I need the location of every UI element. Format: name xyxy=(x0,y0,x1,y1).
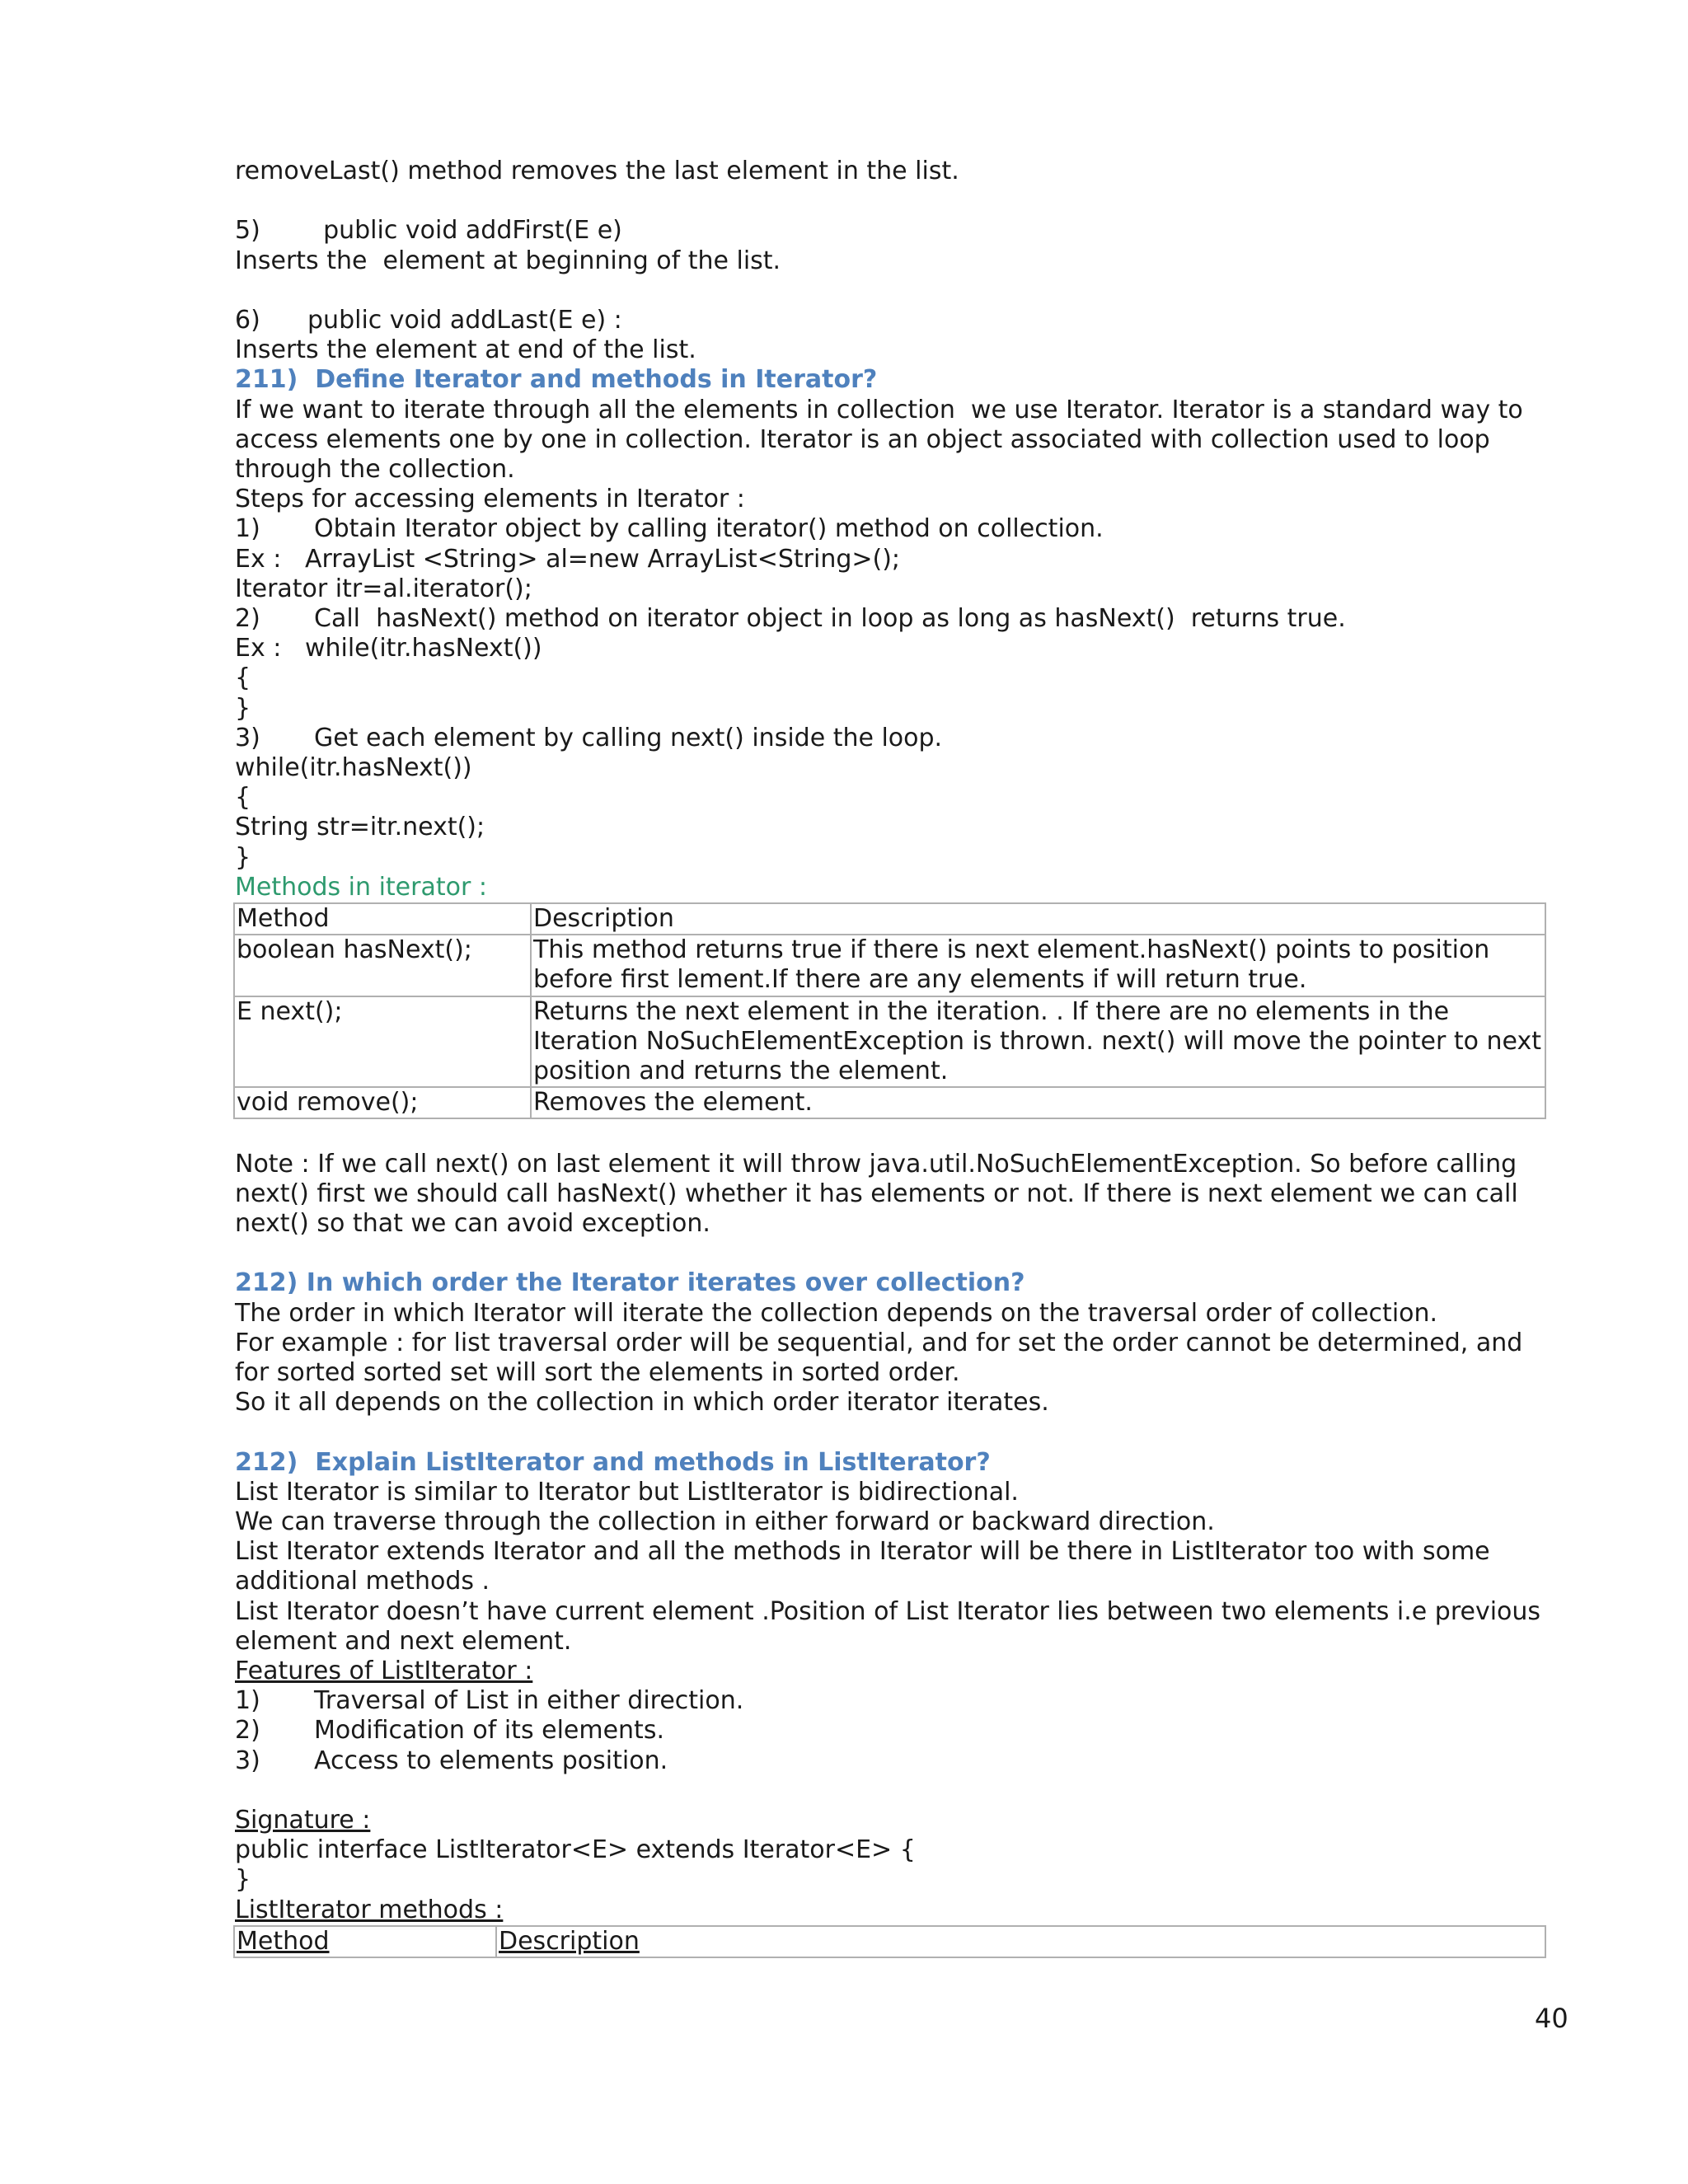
step-text: Obtain Iterator object by calling iterator() method on collection. xyxy=(314,514,1104,544)
features-label: Features of ListIterator : xyxy=(235,1657,533,1686)
table-cell-description: Removes the element. xyxy=(531,1087,1545,1118)
table-cell-method: boolean hasNext(); xyxy=(234,935,531,996)
page-number: 40 xyxy=(1535,2003,1568,2034)
note-line: next() first we should call hasNext() whether it has elements or not. If there is next element we can call xyxy=(235,1179,1518,1208)
code-line: String str=itr.next(); xyxy=(235,813,485,842)
paragraph-line: We can traverse through the collection in either forward or backward direction. xyxy=(235,1507,1215,1537)
note-line: next() so that we can avoid exception. xyxy=(235,1209,710,1239)
text-line: Inserts the element at end of the list. xyxy=(235,335,696,365)
code-line: } xyxy=(235,693,251,723)
question-212-order-heading: 212) In which order the Iterator iterates over collection? xyxy=(235,1268,1025,1298)
blank-line xyxy=(235,1418,1554,1447)
document-page xyxy=(235,157,1554,1958)
paragraph-line: additional methods . xyxy=(235,1567,490,1596)
feature-number: 3) xyxy=(235,1746,260,1775)
table-header-row xyxy=(234,903,1545,935)
table-header-cell: Description xyxy=(531,903,1545,935)
paragraph-line: for sorted sorted set will sort the elements in sorted order. xyxy=(235,1358,960,1388)
feature-text: Traversal of List in either direction. xyxy=(314,1686,744,1716)
question-211-heading: 211) Define Iterator and methods in Iterator? xyxy=(235,365,878,395)
code-line: } xyxy=(235,1865,251,1895)
feature-text: Modification of its elements. xyxy=(314,1716,664,1746)
step-text: Call hasNext() method on iterator object in loop as long as hasNext() returns true. xyxy=(314,604,1346,634)
iterator-methods-table xyxy=(233,902,1546,1119)
blank-line xyxy=(235,276,1554,306)
text-line: 5) public void addFirst(E e) xyxy=(235,216,622,246)
table-cell-description: This method returns true if there is next element.hasNext() points to position before first lement.If there are any elements if will return true. xyxy=(531,935,1545,996)
table-header-row xyxy=(234,1926,1545,1957)
table-header-cell xyxy=(234,1926,496,1957)
code-line: Iterator itr=al.iterator(); xyxy=(235,574,532,603)
feature-number: 2) xyxy=(235,1716,260,1746)
note-line: Note : If we call next() on last element it will throw java.util.NoSuchElementException. So before calling xyxy=(235,1149,1517,1179)
listiterator-methods-label: ListIterator methods : xyxy=(235,1895,504,1924)
paragraph-line: List Iterator is similar to Iterator but ListIterator is bidirectional. xyxy=(235,1477,1019,1507)
paragraph-line: So it all depends on the collection in which order iterator iterates. xyxy=(235,1388,1049,1418)
code-line: while(itr.hasNext()) xyxy=(235,753,472,783)
step-1 xyxy=(235,514,1554,544)
table-header-description: Description xyxy=(499,1926,640,1956)
step-2 xyxy=(235,604,1554,634)
code-line: } xyxy=(235,842,251,872)
paragraph-line: If we want to iterate through all the elements in collection we use Iterator. Iterator is a standard way to xyxy=(235,395,1523,424)
step-number: 3) xyxy=(235,723,260,752)
text-line: Inserts the element at beginning of the list. xyxy=(235,246,781,275)
text-line: 6) public void addLast(E e) : xyxy=(235,305,622,335)
code-line: { xyxy=(235,783,251,813)
table-row xyxy=(234,996,1545,1088)
table-header-cell xyxy=(496,1926,1545,1957)
steps-title: Steps for accessing elements in Iterator : xyxy=(235,485,745,514)
paragraph-line: The order in which Iterator will iterate the collection depends on the traversal order of collection. xyxy=(235,1298,1438,1328)
table-header-method: Method xyxy=(237,1926,330,1956)
code-line: Ex : ArrayList <String> al=new ArrayList<String>(); xyxy=(235,544,901,574)
table-cell-method: void remove(); xyxy=(234,1087,531,1118)
paragraph-line: List Iterator doesn’t have current element .Position of List Iterator lies between two elements i.e previous xyxy=(235,1596,1541,1626)
table-row xyxy=(234,935,1545,996)
feature-text: Access to elements position. xyxy=(314,1746,668,1775)
paragraph-line: access elements one by one in collection. Iterator is an object associated with collection used to loop xyxy=(235,424,1490,454)
methods-in-iterator-label: Methods in iterator : xyxy=(235,872,487,902)
table-cell-description: Returns the next element in the iteration. . If there are no elements in the Iteration NoSuchElementException is thrown. next() will move the pointer to next position and returns the element. xyxy=(531,996,1545,1088)
feature-item xyxy=(235,1746,1554,1776)
step-number: 2) xyxy=(235,604,260,634)
blank-line xyxy=(235,1239,1554,1268)
blank-line xyxy=(235,1119,1554,1149)
table-row xyxy=(234,1087,1545,1118)
feature-item xyxy=(235,1716,1554,1746)
table-cell-method: E next(); xyxy=(234,996,531,1088)
paragraph-line: For example : for list traversal order will be sequential, and for set the order cannot be determined, and xyxy=(235,1328,1523,1357)
feature-item xyxy=(235,1686,1554,1716)
text-line: removeLast() method removes the last element in the list. xyxy=(235,157,959,185)
code-line: Ex : while(itr.hasNext()) xyxy=(235,634,542,663)
question-212-listiterator-heading: 212) Explain ListIterator and methods in ListIterator? xyxy=(235,1447,991,1477)
paragraph-line: List Iterator extends Iterator and all the methods in Iterator will be there in ListIterator too with some xyxy=(235,1537,1490,1567)
code-line: { xyxy=(235,663,251,693)
feature-number: 1) xyxy=(235,1686,260,1716)
signature-label: Signature : xyxy=(235,1806,371,1835)
paragraph-line: element and next element. xyxy=(235,1626,572,1656)
code-line: public interface ListIterator<E> extends Iterator<E> { xyxy=(235,1835,916,1865)
step-3 xyxy=(235,724,1554,753)
step-number: 1) xyxy=(235,514,260,544)
blank-line xyxy=(235,1776,1554,1806)
listiterator-methods-table xyxy=(233,1925,1546,1958)
table-header-cell: Method xyxy=(234,903,531,935)
paragraph-line: through the collection. xyxy=(235,455,515,484)
blank-line xyxy=(235,186,1554,216)
step-text: Get each element by calling next() inside the loop. xyxy=(314,723,943,752)
